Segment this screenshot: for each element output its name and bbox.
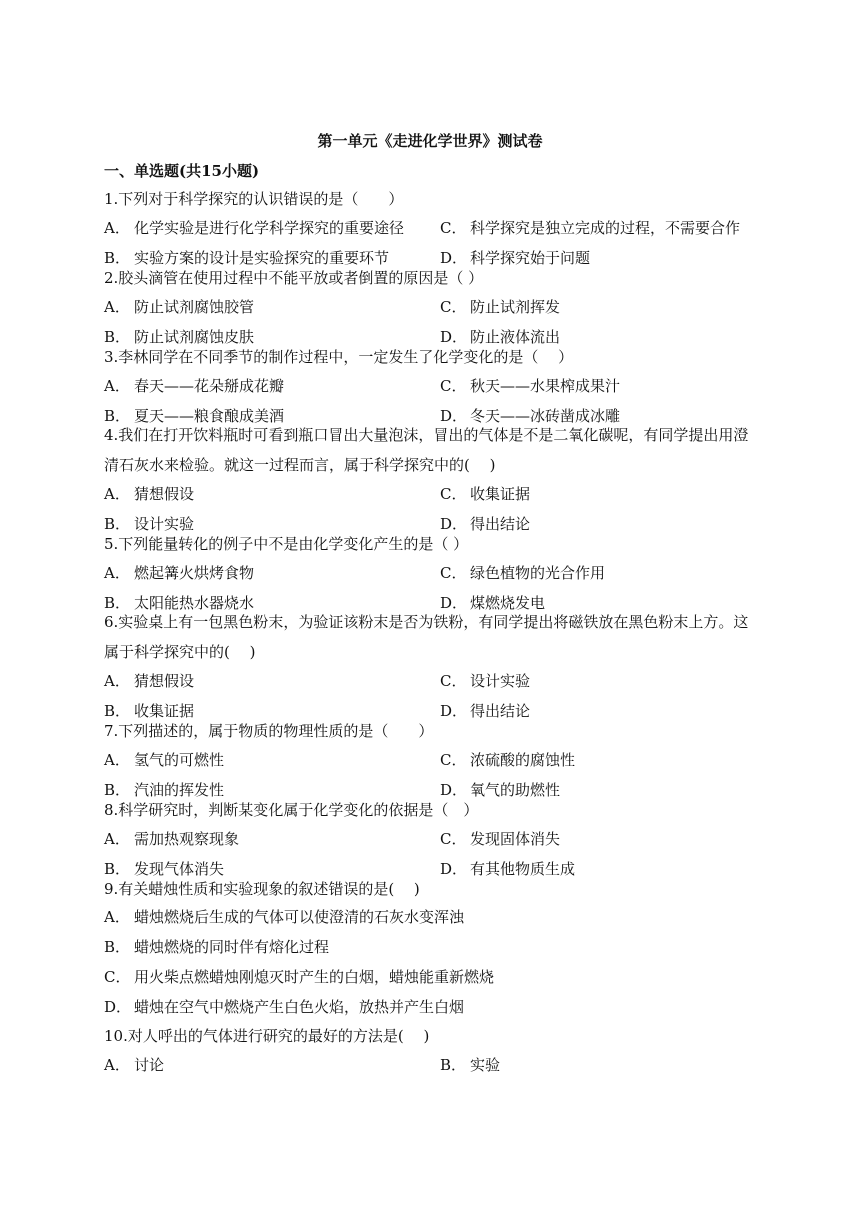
question-stem: 10.对人呼出的气体进行研究的最好的方法是( ) (104, 1027, 430, 1045)
option-letter: A． (104, 564, 130, 582)
option-text: 氧气的助燃性 (470, 781, 561, 799)
option[interactable] (440, 701, 530, 721)
option-text: 煤燃烧发电 (470, 594, 546, 612)
option[interactable] (440, 327, 560, 347)
option[interactable] (440, 1055, 500, 1075)
option-text: 实验方案的设计是实验探究的重要环节 (134, 249, 390, 267)
option-letter: C． (440, 751, 467, 769)
option-letter: A． (104, 1056, 130, 1074)
option-letter: D． (440, 860, 468, 878)
option-text: 夏天——粮食酿成美酒 (134, 407, 285, 425)
option-text: 科学探究始于问题 (470, 249, 591, 267)
option-letter: B． (104, 515, 131, 533)
option-letter: A． (104, 751, 130, 769)
option[interactable] (440, 780, 560, 800)
option[interactable] (440, 376, 620, 396)
option-letter: A． (104, 908, 130, 926)
question-stem: 3.李林同学在不同季节的制作过程中，一定发生了化学变化的是（ ） (104, 348, 574, 366)
option-letter: D． (104, 998, 132, 1016)
option-letter: B． (104, 938, 131, 956)
option-text: 得出结论 (470, 702, 531, 720)
option[interactable] (440, 563, 605, 583)
option-text: 浓硫酸的腐蚀性 (470, 751, 576, 769)
question-stem: 4.我们在打开饮料瓶时可看到瓶口冒出大量泡沫，冒出的气体是不是二氧化碳呢，有同学提出用澄清石灰水来检验。就这一过程而言，属于科学探究中的( ) (104, 426, 749, 474)
option-letter: A． (104, 485, 130, 503)
option-text: 科学探究是独立完成的过程，不需要合作 (470, 219, 741, 237)
option-letter: A． (104, 830, 130, 848)
option-text: 猜想假设 (134, 672, 195, 690)
question-stem: 8.科学研究时，判断某变化属于化学变化的依据是（ ） (104, 801, 479, 819)
option-letter: B． (104, 249, 131, 267)
question-stem: 9.有关蜡烛性质和实验现象的叙述错误的是( ) (104, 880, 420, 898)
option-letter: C． (440, 377, 467, 395)
option-text: 蜡烛燃烧后生成的气体可以使澄清的石灰水变浑浊 (134, 908, 465, 926)
option-text: 防止试剂腐蚀皮肤 (134, 328, 255, 346)
option-letter: C． (440, 485, 467, 503)
option[interactable] (104, 327, 254, 347)
option-letter: B． (104, 407, 131, 425)
option[interactable] (104, 376, 284, 396)
option[interactable] (104, 248, 389, 268)
option-text: 汽油的挥发性 (134, 781, 225, 799)
option[interactable] (104, 967, 494, 987)
question-stem: 1.下列对于科学探究的认识错误的是（ ） (104, 190, 404, 208)
option-letter: D． (440, 702, 468, 720)
option-text: 实验 (470, 1056, 501, 1074)
option[interactable] (104, 671, 194, 691)
option-letter: B． (104, 781, 131, 799)
option[interactable] (440, 829, 560, 849)
option-letter: B． (104, 594, 131, 612)
option[interactable] (104, 937, 329, 957)
option-letter: D． (440, 407, 468, 425)
option-letter: A． (104, 298, 130, 316)
option-text: 蜡烛在空气中燃烧产生白色火焰，放热并产生白烟 (134, 998, 465, 1016)
option[interactable] (104, 997, 464, 1017)
option[interactable] (104, 218, 404, 238)
option-text: 防止试剂挥发 (470, 298, 561, 316)
option-letter: D． (440, 781, 468, 799)
option-letter: C． (440, 564, 467, 582)
option-text: 发现固体消失 (470, 830, 561, 848)
option[interactable] (104, 829, 239, 849)
option-text: 得出结论 (470, 515, 531, 533)
option-letter: A． (104, 219, 130, 237)
option-letter: A． (104, 377, 130, 395)
question-stem: 7.下列描述的，属于物质的物理性质的是（ ） (104, 722, 434, 740)
option-text: 设计实验 (134, 515, 195, 533)
option[interactable] (104, 907, 464, 927)
option[interactable] (104, 780, 224, 800)
option-text: 防止液体流出 (470, 328, 561, 346)
option[interactable] (104, 514, 194, 534)
option[interactable] (440, 297, 560, 317)
option-letter: C． (104, 968, 131, 986)
option-text: 用火柴点燃蜡烛刚熄灭时产生的白烟，蜡烛能重新燃烧 (134, 968, 495, 986)
option-letter: D． (440, 249, 468, 267)
option-letter: D． (440, 594, 468, 612)
option-letter: A． (104, 672, 130, 690)
option[interactable] (104, 484, 194, 504)
option-text: 讨论 (134, 1056, 165, 1074)
document-title: 第一单元《走进化学世界》测试卷 (317, 132, 543, 150)
option-text: 猜想假设 (134, 485, 195, 503)
option-text: 发现气体消失 (134, 860, 225, 878)
question-stem: 6.实验桌上有一包黑色粉末，为验证该粉末是否为铁粉，有同学提出将磁铁放在黑色粉末上方。这属于科学探究中的( ) (104, 613, 749, 661)
option[interactable] (104, 1055, 164, 1075)
option-text: 秋天——水果榨成果汁 (470, 377, 621, 395)
option-text: 春天——花朵掰成花瓣 (134, 377, 285, 395)
option-text: 收集证据 (470, 485, 531, 503)
section-heading: 一、单选题(共15小题) (104, 162, 260, 180)
option-text: 需加热观察现象 (134, 830, 240, 848)
option-text: 收集证据 (134, 702, 195, 720)
option-text: 燃起篝火烘烤食物 (134, 564, 255, 582)
option-letter: C． (440, 298, 467, 316)
option[interactable] (440, 671, 530, 691)
option[interactable] (440, 248, 590, 268)
question-stem: 5.下列能量转化的例子中不是由化学变化产生的是（ ） (104, 535, 469, 553)
option[interactable] (104, 750, 224, 770)
option-letter: C． (440, 219, 467, 237)
option[interactable] (440, 750, 575, 770)
option-letter: B． (104, 328, 131, 346)
option-letter: D． (440, 515, 468, 533)
option[interactable] (440, 859, 575, 879)
option[interactable] (440, 484, 530, 504)
option-letter: B． (104, 860, 131, 878)
option[interactable] (440, 218, 740, 238)
option-text: 氢气的可燃性 (134, 751, 225, 769)
option-text: 蜡烛燃烧的同时伴有熔化过程 (134, 938, 330, 956)
question-stem: 2.胶头滴管在使用过程中不能平放或者倒置的原因是（ ） (104, 269, 484, 287)
option-text: 防止试剂腐蚀胶管 (134, 298, 255, 316)
option-text: 化学实验是进行化学科学探究的重要途径 (134, 219, 405, 237)
option-text: 绿色植物的光合作用 (470, 564, 606, 582)
option-letter: C． (440, 830, 467, 848)
option-text: 设计实验 (470, 672, 531, 690)
option-letter: C． (440, 672, 467, 690)
option-letter: B． (104, 702, 131, 720)
option[interactable] (440, 514, 530, 534)
option-text: 冬天——冰砖凿成冰雕 (470, 407, 621, 425)
option-letter: B． (440, 1056, 467, 1074)
option[interactable] (104, 701, 194, 721)
option[interactable] (104, 859, 224, 879)
option-text: 太阳能热水器烧水 (134, 594, 255, 612)
option[interactable] (104, 297, 254, 317)
option-letter: D． (440, 328, 468, 346)
option-text: 有其他物质生成 (470, 860, 576, 878)
option[interactable] (104, 563, 254, 583)
